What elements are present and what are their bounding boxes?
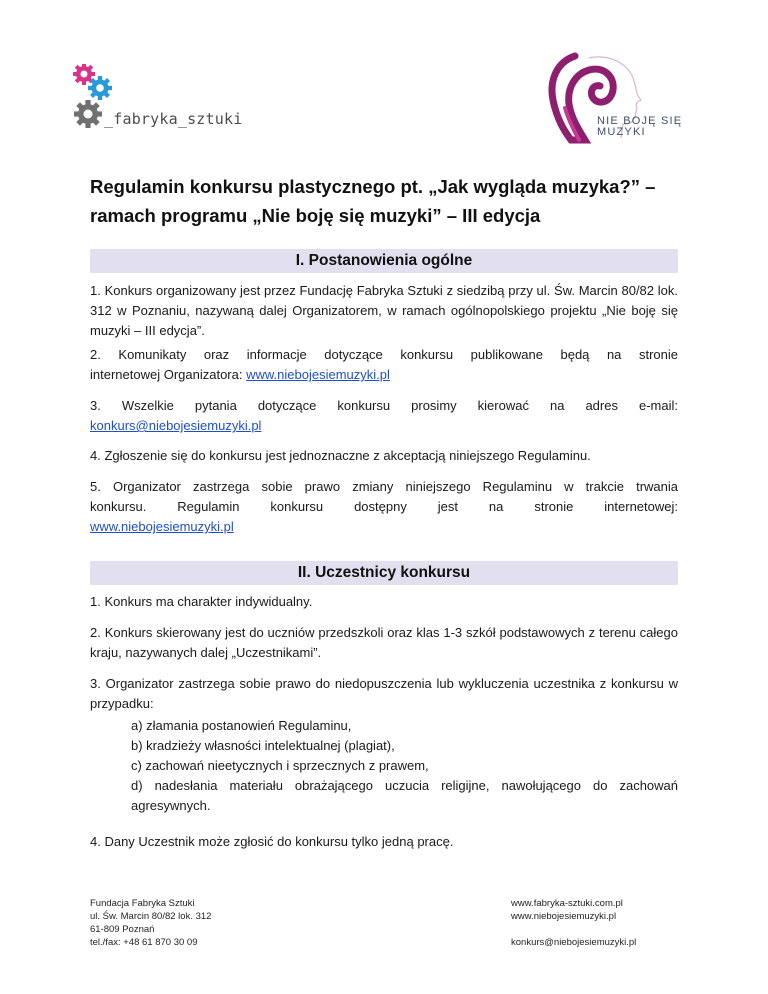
regulamin-website-link[interactable]: www.niebojesiemuzyki.pl — [90, 519, 234, 534]
footer-street: ul. Św. Marcin 80/82 lok. 312 — [90, 911, 212, 922]
footer-website-1[interactable]: www.fabryka-sztuki.com.pl — [511, 898, 623, 909]
footer-contacts — [511, 897, 636, 949]
brand-line-1: NIE BOJĘ SIĘ — [597, 115, 683, 127]
footer-email[interactable]: konkurs@niebojesiemuzyki.pl — [511, 937, 637, 948]
list-item: c) zachowań nieetycznych i sprzecznych z prawem, — [131, 758, 429, 773]
section-1-paragraph-1: 1. Konkurs organizowany jest przez Fundację Fabryka Sztuki z siedzibą przy ul. Św. Marcin 80/82 lok. 312 w Poznaniu, nazywaną dalej Organizatorem, w ramach ogólnopolskiego projektu „Nie boję się muzyki – III edycja”. — [90, 283, 678, 338]
list-item: a) złamania postanowień Regulaminu, — [131, 718, 352, 733]
section-1-paragraph-2-line-2 — [90, 365, 678, 385]
brand-line-2: MUZYKI — [597, 126, 646, 138]
list-item: d) nadesłania materiału obrażającego uczucia religijne, nawołującego do zachowań agresywnych. — [131, 778, 678, 813]
section-1-paragraph-3-line-2 — [90, 416, 678, 436]
footer-spacer — [511, 923, 636, 936]
footer-org-name: Fundacja Fabryka Sztuki — [90, 898, 195, 909]
title-line-1: Regulamin konkursu plastycznego pt. „Jak wygląda muzyka?” – — [90, 176, 656, 197]
section-2-paragraph-3: 3. Organizator zastrzega sobie prawo do niedopuszczenia lub wykluczenia uczestnika z konkursu w przypadku: — [90, 676, 678, 711]
email-link[interactable]: konkurs@niebojesiemuzyki.pl — [90, 418, 262, 433]
section-1-paragraph-5-line-3 — [90, 517, 678, 537]
exclusion-reasons-list — [131, 716, 678, 816]
section-1-paragraph-4: 4. Zgłoszenie się do konkursu jest jednoznaczne z akceptacją niniejszego Regulaminu. — [90, 448, 591, 463]
title-line-2: ramach programu „Nie boję się muzyki” – III edycja — [90, 205, 541, 226]
document-title — [90, 172, 690, 230]
footer-phone: tel./fax: +48 61 870 30 09 — [90, 937, 198, 948]
list-item: b) kradzieży własności intelektualnej (plagiat), — [131, 738, 395, 753]
website-link[interactable]: www.niebojesiemuzyki.pl — [246, 367, 390, 382]
fabryka-sztuki-wordmark: _fabryka_sztuki — [104, 110, 243, 128]
section-2-heading: II. Uczestnicy konkursu — [90, 561, 678, 585]
nie-boje-sie-muzyki-text — [597, 116, 682, 138]
section-2-paragraph-1: 1. Konkurs ma charakter indywidualny. — [90, 594, 313, 609]
nie-boje-sie-muzyki-logo — [545, 48, 695, 148]
section-1-paragraph-5-line-2: konkursu. Regulamin konkursu dostępny jest na stronie internetowej: — [90, 499, 678, 514]
section-2-paragraph-4: 4. Dany Uczestnik może zgłosić do konkursu tylko jedną pracę. — [90, 834, 454, 849]
section-1-paragraph-2-line-1: 2. Komunikaty oraz informacje dotyczące konkursu publikowane będą na stronie — [90, 347, 678, 362]
footer-address — [90, 897, 211, 949]
section-2-paragraph-2: 2. Konkurs skierowany jest do uczniów przedszkoli oraz klas 1-3 szkół podstawowych z terenu całego kraju, nazywanych dalej „Uczestnikami”. — [90, 625, 678, 660]
section-1-heading: I. Postanowienia ogólne — [90, 249, 678, 273]
footer-city: 61-809 Poznań — [90, 924, 155, 935]
footer-website-2[interactable]: www.niebojesiemuzyki.pl — [511, 911, 617, 922]
fabryka-sztuki-logo — [70, 64, 270, 136]
section-1-paragraph-5-line-1: 5. Organizator zastrzega sobie prawo zmiany niniejszego Regulaminu w trakcie trwania — [90, 479, 678, 494]
section-1-paragraph-3-line-1: 3. Wszelkie pytania dotyczące konkursu prosimy kierować na adres e-mail: — [90, 398, 678, 413]
section-1-paragraph-2-text: internetowej Organizatora: — [90, 367, 247, 382]
